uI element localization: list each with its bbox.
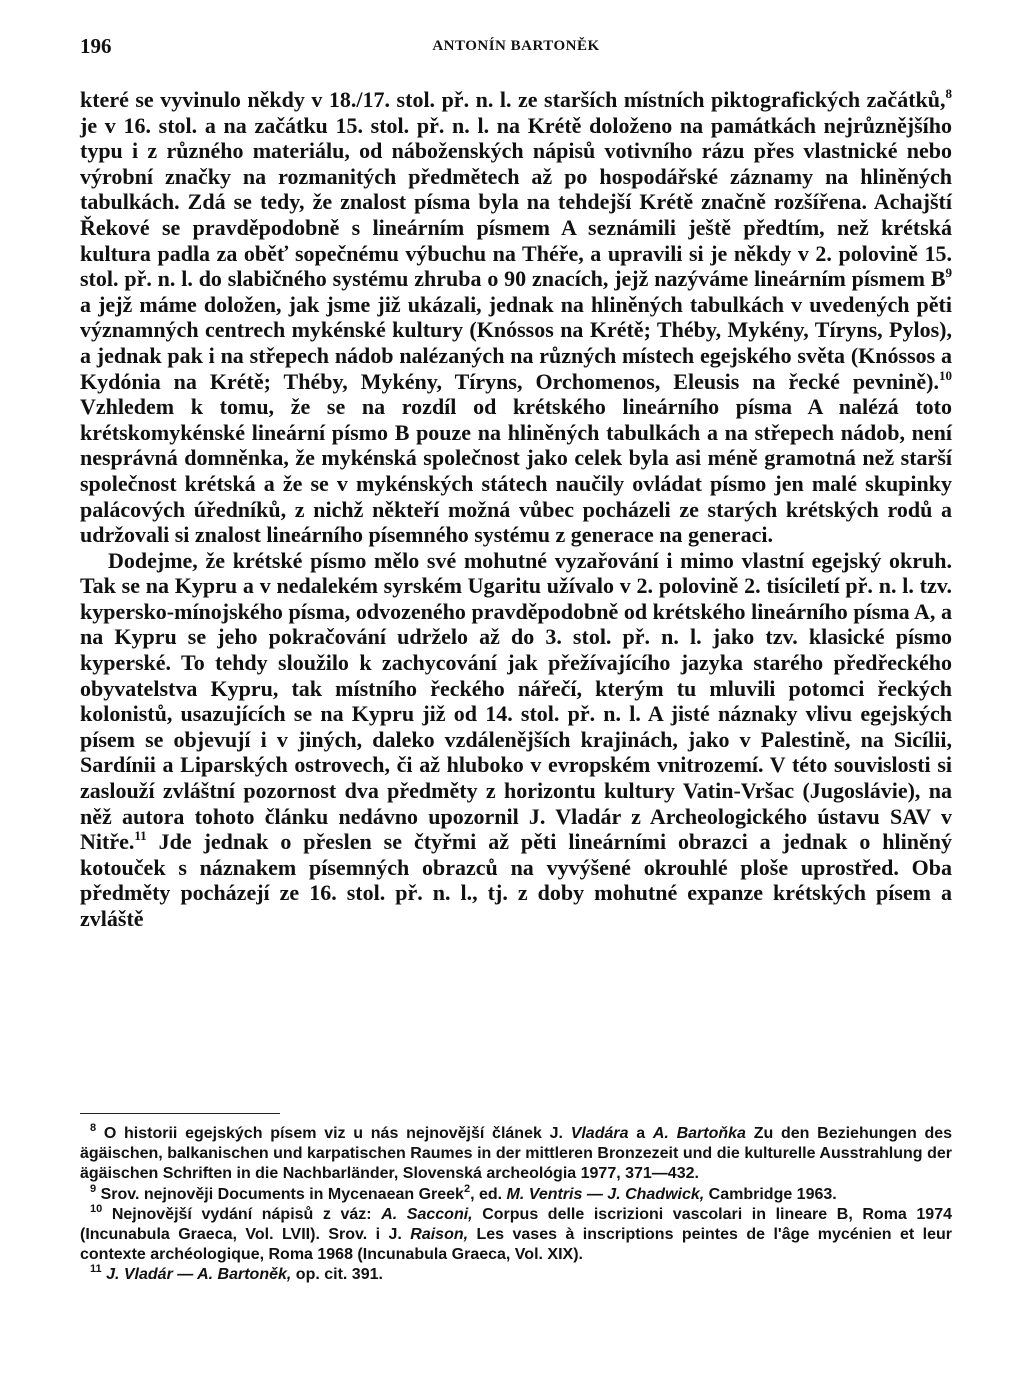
edition-superscript: 2 — [463, 1182, 471, 1195]
footnote-text: Cambridge 1963. — [704, 1185, 837, 1203]
footnotes — [80, 1124, 952, 1286]
footnote-number: 10 — [90, 1202, 103, 1215]
footnote-text: Zu den Beziehungen des ägäischen, balkanischen und karpatischen Raumes in der mittleren Bronzezeit und die kulturelle Ausstrahlung der ägäischen Schriften in die Nachbarländer, Slovenská archeológia 1977, 371—432. — [80, 1125, 953, 1183]
author-name: A. Sacconi, — [381, 1205, 473, 1223]
page-header — [80, 20, 952, 60]
footnote-text: Nejnovější vydání nápisů z váz: — [102, 1205, 382, 1223]
footnote-reference: 8 — [945, 86, 952, 101]
footnote-text: Corpus delle iscrizioni vascolari in lineare B, Roma 1974 (Incunabula Graeca, Vol. LVII). Srov. i J. — [80, 1205, 953, 1244]
footnote-text: Srov. nejnověji Documents in Mycenaean Greek — [96, 1185, 464, 1203]
footnote-reference: 11 — [134, 828, 147, 844]
page-number: 196 — [80, 34, 112, 58]
footnote-number: 9 — [90, 1182, 97, 1195]
text-span: a jejž máme doložen, jak jsme již ukázali, jednak na hliněných tabulkách v uvedených pěti významných centrech mykénské kultury (Knóssos na Krétě; Théby, Mykény, Tíryns, Pylos), a jednak pak i na střepech nádob nalézaných na různých místech egejského světa (Knóssos a Kydónia na Krétě; Théby, Mykény, Tíryns, Orchomenos, Eleusis na řecké pevnině). — [80, 291, 952, 394]
text-span: které se vyvinulo někdy v 18./17. stol. př. n. l. ze starších místních piktografických začátků, — [80, 87, 946, 112]
footnote-text: O historii egejských písem viz u nás nejnovější článek J. — [96, 1125, 571, 1142]
footnote-11 — [80, 1265, 952, 1285]
footnote-text: op. cit. 391. — [291, 1266, 383, 1284]
footnote-text: , ed. — [470, 1185, 507, 1203]
footnote-10 — [80, 1202, 953, 1266]
author-name: Raison, — [410, 1226, 469, 1244]
footnote-8 — [80, 1124, 952, 1185]
footnote-divider — [80, 1113, 280, 1114]
footnote-9 — [80, 1182, 952, 1205]
footnote-reference: 10 — [939, 367, 952, 383]
footnote-text: Les vases à inscriptions peintes de l'âge mycénien et leur contexte archéologique, Roma 1968 (Incunabula Graeca, Vol. XIX). — [80, 1226, 953, 1264]
running-head: ANTONÍN BARTONĚK — [432, 38, 600, 54]
author-name: Vladára — [570, 1125, 629, 1142]
text-span: Dodejme, že krétské písmo mělo své mohutné vyzařování i mimo vlastní egejský okruh. Tak se na Kypru a v nedalekém syrském Ugaritu užívalo v 2. polovině 2. tisíciletí př. n. l. tzv. kypersko-mínojského písma, odvozeného pravděpodobně od krétského lineárního písma A, a na Kypru se jeho pokračování udrželo až do 3. stol. př. n. l. jako tzv. klasické písmo kyperské. To tehdy sloužilo k zachycování jak přežívajícího jazyka starého předřeckého obyvatelstva Kypru, tak místního řeckého nářečí, kterým tu mluvili potomci řeckých kolonistů, usazujících se na Kypru již od 14. stol. př. n. l. A jisté náznaky vlivu egejských písem se objevují i v jiných, daleko vzdálenějších krajinách, jako v Palestině, na Sicílii, Sardínii a Liparských ostrovech, či až hluboko v evropském vnitrozemí. V této souvislosti si zaslouží zvláštní pozornost dva předměty z horizontu kultury Vatin-Vršac (Jugoslávie), na něž autora tohoto článku nedávno upozornil J. Vladár z Archeologického ústavu SAV v Nitře. — [80, 547, 952, 855]
footnote-text: a — [628, 1125, 653, 1142]
author-name: A. Bartoňka — [652, 1125, 746, 1142]
main-text — [80, 87, 952, 932]
footnote-number: 8 — [90, 1122, 97, 1134]
text-span: je v 16. stol. a na začátku 15. stol. př. n. l. na Krétě doloženo na památkách nejrůznějšího typu i z různého materiálu, od náboženských nápisů votivního rázu přes vlastnické nebo výrobní značky na rozmanitých předmětech až po hospodářské záznamy na hliněných tabulkách. Zdá se tedy, že znalost písma byla na tehdejší Krétě značně rozšířena. Achajští Řekové se pravděpodobně s lineárním písmem A seznámili ještě předtím, než krétská kultura padla za oběť sopečnému výbuchu na Théře, a upravili si je někdy v 2. polovině 15. stol. př. n. l. do slabičného systému zhruba o 90 znacích, jejž nazýváme lineárním písmem B — [80, 112, 952, 292]
text-span: Vzhledem k tomu, že se na rozdíl od krétského lineárního písma A nalézá toto krétskomykénské lineární písmo B pouze na hliněných tabulkách a na střepech nádob, není nesprávná domněnka, že mykénská společnost jako celek byla asi méně gramotná než starší společnost krétská a že se v mykénských státech naučily ovládat písmo jen malé skupinky palácových úředníků, z nichž někteří možná vůbec pocházeli ze starých krétských rodů a udržovali si znalost lineárního písemného systému z generace na generaci. — [80, 394, 952, 548]
paragraph — [80, 87, 952, 548]
footnote-number: 11 — [90, 1263, 102, 1276]
text-span: Jde jednak o přeslen se čtyřmi až pěti lineárními obrazci a jednak o hliněný kotouček s náznakem písemných obrazců na vyvýšené okrouhlé ploše uprostřed. Oba předměty pocházejí ze 16. stol. př. n. l., tj. z doby mohutné expanze krétských písem a zvláště — [80, 829, 952, 931]
footnote-reference: 9 — [945, 265, 952, 281]
author-name: M. Ventris — J. Chadwick, — [506, 1185, 705, 1203]
paragraph — [80, 548, 952, 932]
author-name: J. Vladár — A. Bartoněk, — [106, 1266, 292, 1284]
